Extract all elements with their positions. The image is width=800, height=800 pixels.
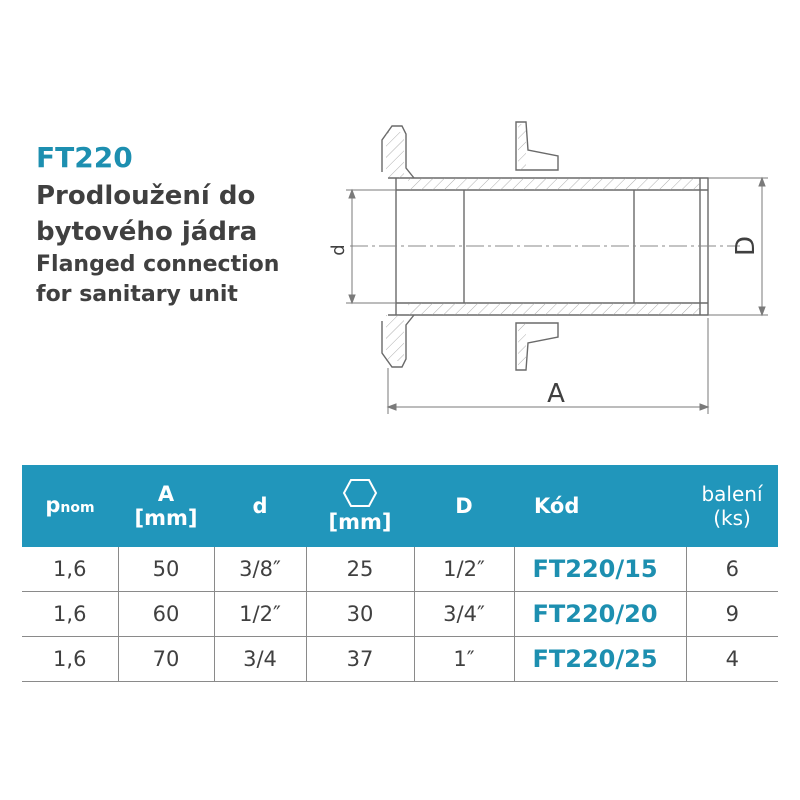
header-a: A [mm] — [118, 465, 214, 547]
cell-D: 1/2″ — [414, 547, 514, 592]
product-name-en-line2: for sanitary unit — [36, 282, 238, 307]
cell-baleni: 6 — [686, 547, 778, 592]
cell-pnom: 1,6 — [22, 547, 118, 592]
cell-kod: FT220/25 — [514, 637, 686, 682]
hatch-nut-top — [518, 124, 526, 170]
cell-baleni: 4 — [686, 637, 778, 682]
hatch-flange-top — [386, 132, 404, 178]
technical-drawing — [320, 110, 780, 440]
spec-table — [22, 465, 778, 682]
header-pnom: pnom — [22, 465, 118, 547]
cell-D: 3/4″ — [414, 592, 514, 637]
cell-hex: 30 — [306, 592, 414, 637]
title-block — [36, 140, 279, 310]
header-hex: [mm] — [306, 465, 414, 547]
header-kod: Kód — [514, 465, 686, 547]
hatch-flange-bottom — [386, 315, 404, 361]
product-code: FT220 — [36, 141, 133, 174]
cell-hex: 37 — [306, 637, 414, 682]
hatch-top-wall — [408, 178, 700, 190]
cell-d: 1/2″ — [214, 592, 306, 637]
cell-d: 3/4 — [214, 637, 306, 682]
product-name-en-line1: Flanged connection — [36, 252, 280, 277]
cell-kod: FT220/15 — [514, 547, 686, 592]
header-D: D — [414, 465, 514, 547]
header-d: d — [214, 465, 306, 547]
table-header-row — [22, 465, 778, 547]
cell-baleni: 9 — [686, 592, 778, 637]
cell-a: 70 — [118, 637, 214, 682]
hatch-nut-bottom — [518, 323, 526, 369]
dimension-d-label: d — [328, 244, 349, 256]
cell-d: 3/8″ — [214, 547, 306, 592]
cell-kod: FT220/20 — [514, 592, 686, 637]
dimension-A-label: A — [547, 379, 565, 409]
hatch-bottom-wall — [408, 303, 700, 315]
cell-pnom: 1,6 — [22, 637, 118, 682]
product-name-cz-line2: bytového jádra — [36, 217, 258, 247]
cell-D: 1″ — [414, 637, 514, 682]
table-row — [22, 592, 778, 637]
table-row — [22, 547, 778, 592]
header-baleni: balení (ks) — [686, 465, 778, 547]
cell-pnom: 1,6 — [22, 592, 118, 637]
hexagon-icon — [342, 478, 378, 508]
dimension-D-label: D — [731, 235, 761, 257]
cell-a: 60 — [118, 592, 214, 637]
cell-a: 50 — [118, 547, 214, 592]
cell-hex: 25 — [306, 547, 414, 592]
table-row — [22, 637, 778, 682]
product-name-cz-line1: Prodloužení do — [36, 181, 256, 211]
